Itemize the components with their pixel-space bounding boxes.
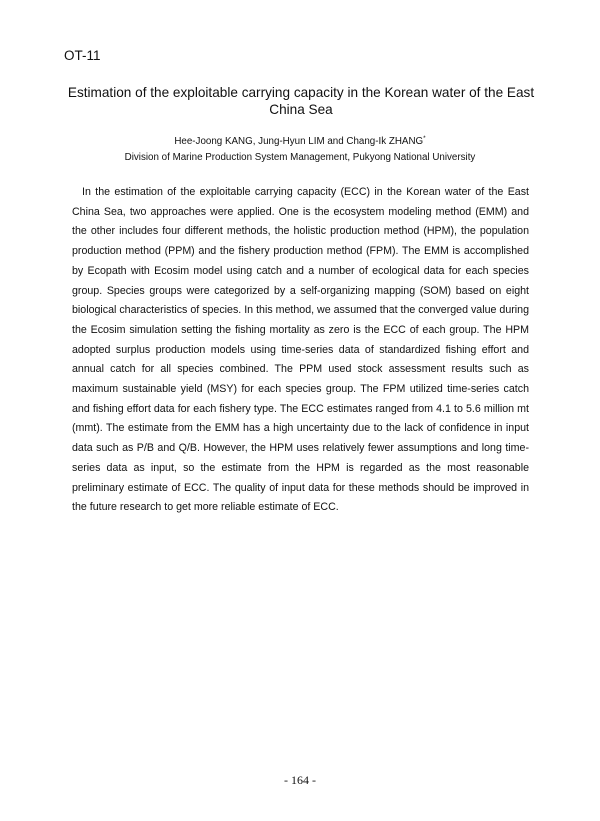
paper-title: Estimation of the exploitable carrying capacity in the Korean water of the East China Sea [67,85,535,117]
abstract-text: In the estimation of the exploitable carrying capacity (ECC) in the Korean water of the East China Sea, two approaches were applied. One is the ecosystem modeling method (EMM) and the other includes four different methods, the holistic production method (HPM), the population production method (PPM) and the fishery production method (FPM). The EMM is accomplished by Ecopath with Ecosim model using catch and a number of ecological data for each species group. Species groups were categorized by a self-organizing mapping (SOM) based on eight biological characteristics of species. In this method, we assumed that the converged value during the Ecosim simulation setting the fishing mortality as zero is the ECC of each group. The HPM adopted surplus production models using time-series data of standardized fishing effort and annual catch for all species combined. The PPM used stock assessment results such as maximum sustainable yield (MSY) for each species group. The FPM utilized time-series catch and fishing effort data for each fishery type. The ECC estimates ranged from 4.1 to 5.6 million mt (mmt). The estimate from the EMM has a high uncertainty due to the lack of confidence in input data such as P/B and Q/B. However, the HPM uses relatively fewer assumptions and long time-series data as input, so the estimate from the HPM is regarded as the most reasonable preliminary estimate of ECC. The quality of input data for these methods should be improved in the future research to get more reliable estimate of ECC. [72,186,529,514]
session-code: OT-11 [64,48,101,63]
author-line [0,134,600,150]
corresponding-author-mark: * [423,135,426,142]
author-names: Hee-Joong KANG, Jung-Hyun LIM and Chang-Ik ZHANG [174,136,424,147]
page-number: - 164 - [284,773,316,787]
affiliation: Division of Marine Production System Management, Pukyong National University [124,152,476,163]
